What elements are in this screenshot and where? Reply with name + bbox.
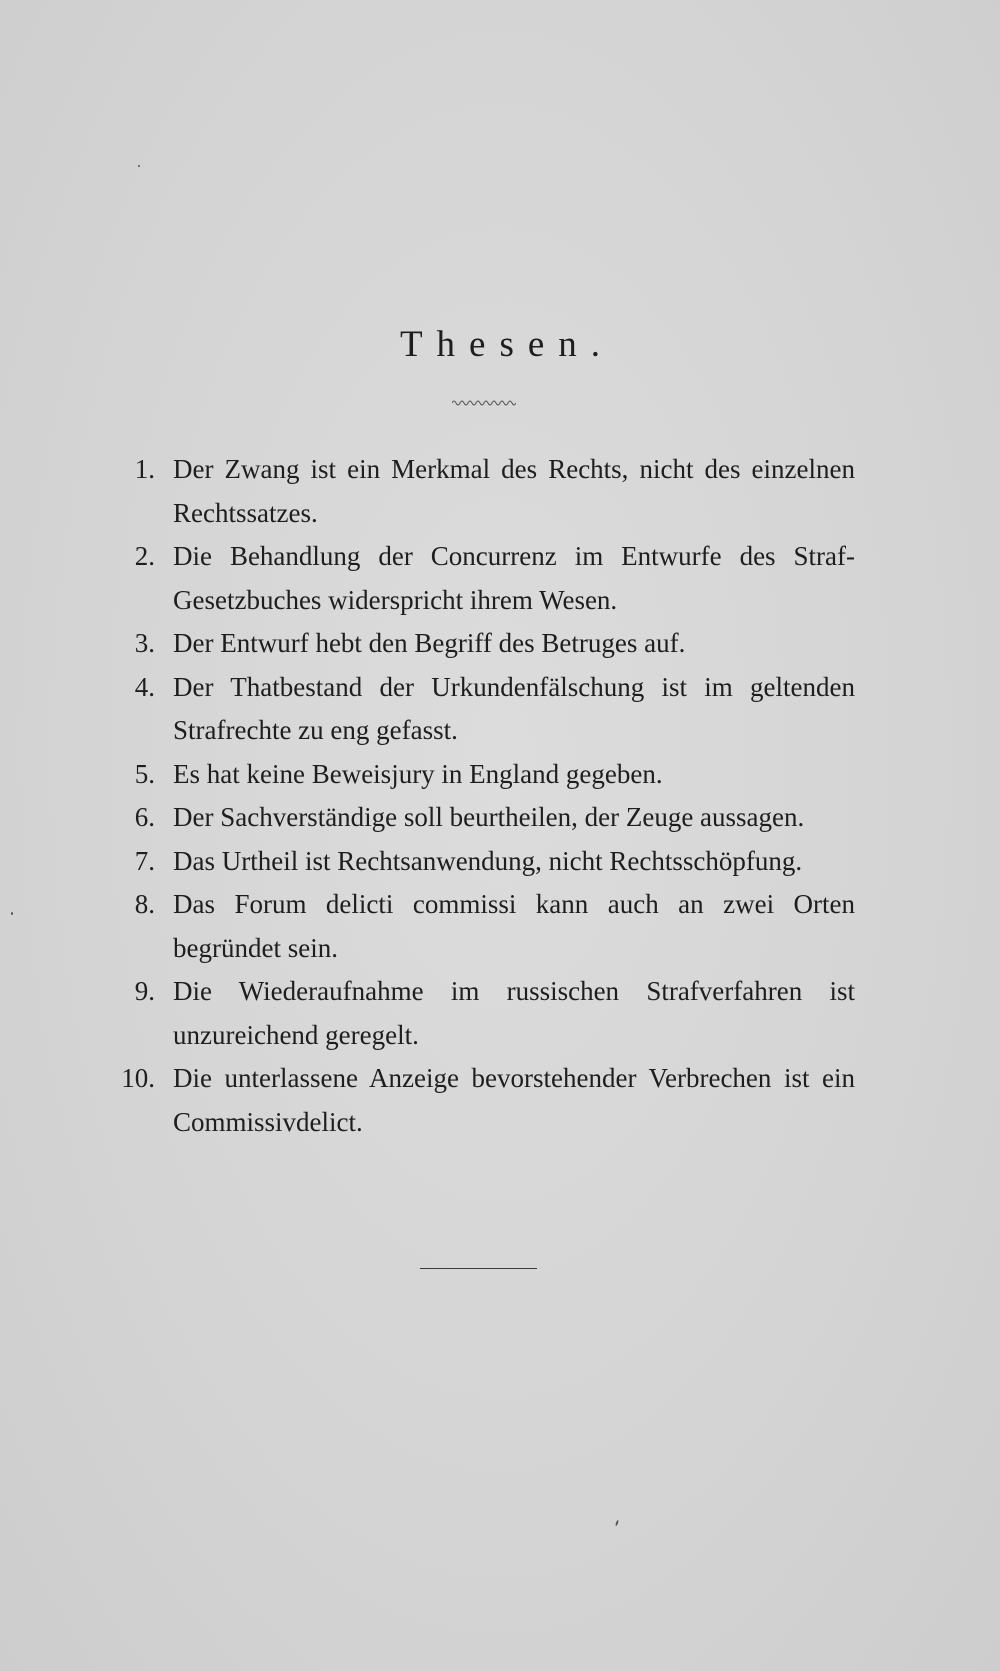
thesis-text: Der Thatbestand der Urkundenfälschung ist im geltenden Strafrechte zu eng gefasst.: [173, 671, 855, 745]
paper-speck: [11, 912, 13, 915]
thesis-text: Das Forum delicti commissi kann auch an zwei Orten begründet sein.: [173, 889, 855, 963]
thesis-item: [100, 753, 855, 797]
thesis-item: [100, 448, 855, 535]
wavy-ornament: [452, 398, 516, 408]
thesis-text: Die Wiederaufnahme im russischen Strafverfahren ist unzureichend geregelt.: [173, 976, 855, 1050]
thesis-number: 10.: [121, 1063, 155, 1093]
thesis-text: Die Behandlung der Concurrenz im Entwurfe des Straf-Gesetzbuches widerspricht ihrem Wesen.: [173, 541, 855, 615]
thesis-item: [100, 840, 855, 884]
theses-list: [100, 448, 855, 1144]
thesis-item: [100, 666, 855, 753]
paper-speck: [615, 1520, 619, 1526]
thesis-number: 2.: [134, 541, 155, 571]
thesis-text: Das Urtheil ist Rechtsanwendung, nicht Rechtsschöpfung.: [173, 845, 803, 876]
thesis-number: 5.: [134, 758, 155, 789]
thesis-number: 3.: [134, 628, 155, 658]
page-title: Thesen.: [399, 324, 615, 365]
thesis-item: [100, 535, 855, 622]
thesis-item: [100, 622, 855, 666]
thesis-number: 8.: [134, 889, 155, 919]
thesis-text: Es hat keine Beweisjury in England gegeben.: [173, 758, 663, 789]
thesis-item: [100, 1057, 855, 1144]
thesis-number: 9.: [134, 976, 155, 1006]
thesis-text: Der Entwurf hebt den Begriff des Betruges auf.: [173, 628, 686, 658]
paper-speck: [138, 165, 140, 167]
thesis-item: [100, 883, 855, 970]
thesis-item: [100, 970, 855, 1057]
closing-rule: [420, 1268, 537, 1269]
thesis-text: Die unterlassene Anzeige bevorstehender Verbrechen ist ein Commissivdelict.: [173, 1063, 855, 1137]
thesis-item: [100, 796, 855, 840]
thesis-number: 4.: [134, 671, 155, 702]
thesis-text: Der Sachverständige soll beurtheilen, der Zeuge aussagen.: [173, 802, 805, 832]
thesis-number: 6.: [134, 802, 155, 832]
thesis-number: 1.: [134, 454, 155, 484]
thesis-text: Der Zwang ist ein Merkmal des Rechts, nicht des einzelnen Rechtssatzes.: [173, 454, 855, 528]
thesis-number: 7.: [134, 845, 155, 876]
